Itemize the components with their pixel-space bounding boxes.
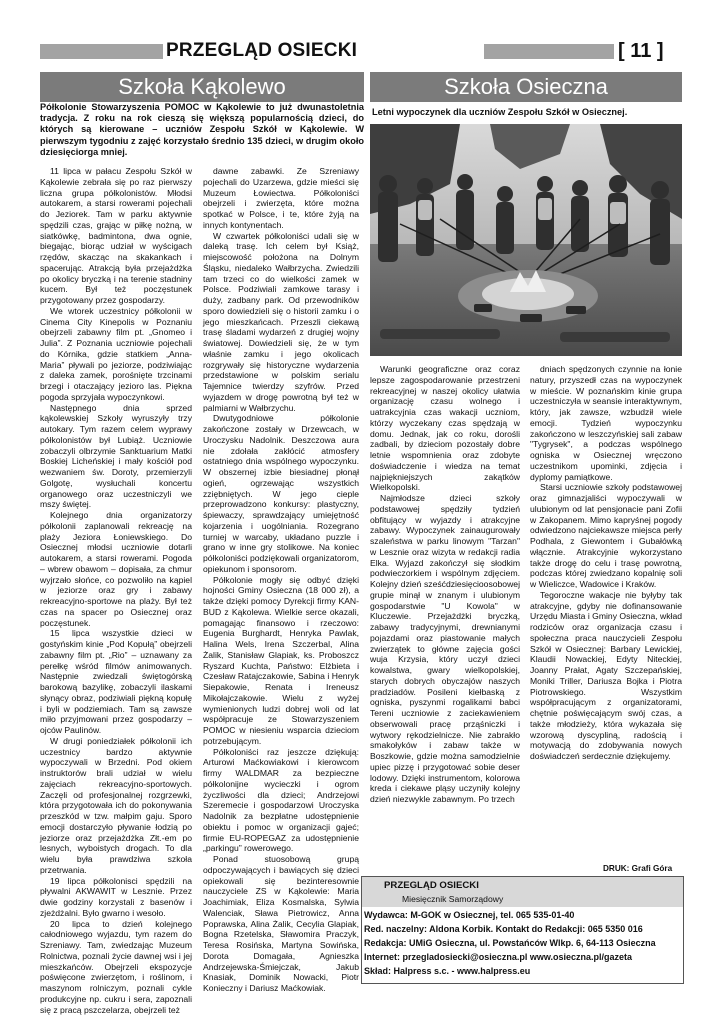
imprint-editor: Red. naczelny: Aldona Korbik. Kontakt do Redakcji: 065 5350 016 xyxy=(364,924,643,934)
paragraph: Ponad stuosobową grupą odpoczywających i bawiących się dzieci opiekowali się bezinteresownie nauczyciele ZS w Kąkolewie: Maria Joachimiak, Eliza Kosmalska, Sylwia Walenciak, Sława Pietrowicz, Anna Poprawska, Alina Żalik, Cecylia Glapiak, Bogna Rzetelska, Sławomira Praczyk, Teresa Rosińska, Martyna Sowińska, Dorota Domagała, Agnieszka Andrzejewska-Śmiejczak, Jakub Knasiak, Dominik Nowacki, Piotr Konieczny i Dariusz Maćkowiak. xyxy=(203,854,359,993)
page-number: [ 11 ] xyxy=(618,40,664,62)
imprint-subtitle: Miesięcznik Samorządowy xyxy=(402,894,504,904)
article-column-1 xyxy=(40,166,192,1015)
paragraph: Starsi uczniowie szkoły podstawowej oraz gimnazjaliści wypoczywali w ulubionym od lat pensjonacie pani Zofii w Zakopanem. Mimo kapryśnej pogody odwiedzono najciekawsze miejsca perły Podhala, z Giewontem i Gubałówką włącznie. Atrakcyjnie wykorzystano także drogę do celu i trasę powrotną, podczas której zwiedzano kopalnię soli w Wieliczce, Wadowice i Kraków. xyxy=(530,482,682,589)
paragraph: dniach spędzonych czynnie na łonie natury, przyszedł czas na wypoczynek w mieście. W poznańskim kinie grupa uczestniczyła w seansie interaktywnym, który, jak zawsze, wzbudził wiele emocji. Tydzień wypoczynku zakończono w leszczyńskiej sali zabaw "Tygrysek", a podczas wspólnego ogniska w Osiecznej wręczono uczestnikom upominki, zdjęcia i dyplomy pamiątkowe. xyxy=(530,364,682,482)
newspaper-title: PRZEGLĄD OSIECKI xyxy=(166,40,358,61)
paragraph: Następnego dnia sprzed kąkolewskiej Szkoły wyruszyły trzy autokary. Tym razem celem wyprawy półkolonistów był Lubiąż. Uczniowie zobaczyli olbrzymie Sanktuarium Matki Boskiej Licheńskiej i mały kościół pod wezwaniem św. Doroty, przemierzyli Golgotę, wysłuchali koncertu organowego oraz uczestniczyli we mszy świętej. xyxy=(40,402,192,510)
imprint-internet: Internet: przegladosiecki@osieczna.pl www.osieczna.pl/gazeta xyxy=(364,952,633,962)
paragraph: 11 lipca w pałacu Zespołu Szkół w Kąkolewie zebrała się po raz pierwszy liczna grupa półkolonistów. Młodsi autokarem, a starsi rowerami pojechali do Jeziorek. Tam w parku aktywnie spędzili czas, grając w piłkę nożną, w siatkówkę, badmintona, dwa ognie, biegając, biorąc udział w wyścigach rzędów, skacząc na skakankach i spacerując. Atrakcją była przejażdżka po okolicy bryczką i na terenie stadniny kucem. Był też poczęstunek przygotowany przez gospodarzy. xyxy=(40,166,192,305)
paragraph: 15 lipca wszystkie dzieci w gostyńskim kinie „Pod Kopułą” obejrzeli zabawny film pt. „Rio” – uznawany za perełkę wśród filmów animowanych. Następnie zwiedzali świętogórską barokową bazylikę, zobaczyli ilaskami słynący obraz, podziwiali piękną kopułę i byli w podziemiach. Tam są zawsze miło przyjmowani przez gospodarzy – ojców Paulinów. xyxy=(40,628,192,735)
paragraph: 20 lipca to dzień kolejnego całodniowego wyjazdu, tym razem do Szreniawy. Tam, zwiedzając Muzeum Rolnictwa, poznali życie dawnej wsi i jej mieszkańców. Obejrzeli ekspozycje poświęcone zwierzętom, i roślinom, i maszynom rolniczym, poznali cykle produkcyjne np. cukru i sera, zapoznali się z pracą pszczelarza, obejrzeli też xyxy=(40,918,192,1015)
article-column-4 xyxy=(530,364,682,844)
article-column-3 xyxy=(370,364,520,860)
paragraph: Kolejnego dnia organizatorzy półkolonii zaplanowali rekreację na plaży Jeziora Łoniewskiego. Do Osiecznej młodsi uczniowie dotarli autokarem, a starsi rowerami. Pogoda – wbrew obawom – dopisała, za chmur wyjrzało słońce, co pozwoliło na kąpiel w jeziorze oraz gry i zabawy rekreacyjno-sportowe na plaży. Był też czas na spacer po Osiecznej oraz poczęstunek. xyxy=(40,510,192,628)
paragraph: Warunki geograficzne oraz coraz lepsze zagospodarowanie przestrzeni rekreacyjnej w naszej okolicy ułatwia organizację czasu wolnego i uatrakcyjnia czas wakacji uczniom, którzy wyczekany czas spędzają w domu. Jednak, jak co roku, dorośli zadbali, by dzieciom pozostały dobre letnie wspomnienia oraz zdobyte doświadczenie i wiedza na temat najpiękniejszych zakątków Wielkopolski. xyxy=(370,364,520,493)
header-bar-right xyxy=(484,44,614,59)
photo-caption: Letni wypoczynek dla uczniów Zespołu Szkół w Osiecznej. xyxy=(372,107,628,117)
article-column-2 xyxy=(203,166,359,993)
paragraph: Dwutygodniowe półkolonie zakończone zostały w Drzewcach, w Uroczysku Nadolnik. Deszczowa aura nie zdołała zakłócić atmosfery ostatniego dnia wspólnego wypoczynku. W obszernej izbie biesiadnej płonął ogień, ogrzewając wszystkich zziębniętych. W jego cieple przeprowadzono konkursy: plastyczny, śpiewaczy, sprawdzający umiejętność kojarzenia i uogólniania. Rozegrano turniej w warcaby, układano puzzle i grano w inne gry stolikowe. Na koniec półkoloniści podziękowali organizatorom, opiekunom i sponsorom. xyxy=(203,413,359,574)
header-bar-left xyxy=(40,44,163,59)
article-lead: Półkolonie Stowarzyszenia POMOC w Kąkolewie to już dwunastoletnia tradycja. Z roku na rok cieszą się większą popularnością dzieci, do których są kierowane – uczniów Zespołu Szkół w Kąkolewie. W pierwszym tygodniu z zajęć korzystało średnio 135 dzieci, w drugim około dziesięciorga mniej. xyxy=(40,102,364,157)
paragraph: We wtorek uczestnicy półkolonii w Cinema City Kinepolis w Poznaniu obejrzeli zabawny film pt. „Gnomeo i Julia”. Z Poznania uczniowie pojechali do Kórnika, gdzie statkiem „Anna-Maria” pływali po jeziorze, podziwiając z daleka zamek, porośnięte trzcinami brzegi i otaczający jezioro las. Piękna pogoda sprzyjała wypoczynkowi. xyxy=(40,305,192,402)
paragraph: W czwartek półkoloniści udali się w daleką trasę. Ich celem był Książ, miejscowość położona na Dolnym Śląsku, niedaleko Wałbrzycha. Zwiedzili tam trzeci co do wielkości zamek w Polsce. Podziwiali zamkowe tarasy i duży, zadbany park. Od przewodników sporo dowiedzieli się o historii zamku i o jego mieszkańcach. Przeszli ciekawą trasę śladami wydarzeń z drugiej wojny światowej. Dowiedzieli się, że w tym właśnie zamku i jego okolicach rozgrywały się historyczne wydarzenia przedstawione w polskim serialu Tajemnice twierdzy szyfrów. Przed wyjazdem w drogę powrotną był też w palmiarni w Wałbrzychu. xyxy=(203,230,359,413)
paragraph: 19 lipca półkolonisci spędzili na pływalni AKWAWIT w Lesznie. Przez dwie godziny korzystali z basenów i zjeżdżalni. Było gwarno i wesoło. xyxy=(40,875,192,918)
imprint-typesetting: Skład: Halpress s.c. - www.halpress.eu xyxy=(364,966,531,976)
section-banner-osieczna: Szkoła Osieczna xyxy=(370,72,682,102)
paragraph: dawne zabawki. Ze Szreniawy pojechali do Uzarzewa, gdzie mieści się Muzeum Łowiectwa. Półkoloniści obejrzeli i zwierzęta, które można spotkać w Polsce, i te, które żyją na innych kontynentach. xyxy=(203,166,359,230)
paragraph: Półkoloniści raz jeszcze dziękują: Arturowi Maćkowiakowi i kierowcom firmy WALDMAR za bezpieczne półkolonijne wycieczki i ogrom życzliwości dla dzieci; Andrzejowi Szeremecie i gospodarzowi Uroczyska Nadolnik za bezpłatne udostępnienie obiektu i pomoc w organizacji gąjeć; firmie EU-ROPEGAZ za udostępnienie „parkingu” rowerowego. xyxy=(203,746,359,854)
print-credit: DRUK: Grafi Góra xyxy=(603,864,673,873)
campfire-photo-illustration xyxy=(370,124,682,356)
imprint-address: Redakcja: UMiG Osieczna, ul. Powstańców Wlkp. 6, 64-113 Osieczna xyxy=(364,938,656,948)
paragraph: Najmłodsze dzieci szkoły podstawowej spędziły tydzień obfitujący w wyjazdy i atrakcyjne zabawy. Wypoczynek zainaugurowały szaleństwa w parku linowym "Tarzan" w Lesznie oraz wizyta w redakcji radia Elka. Wyjazd zakończył się słodkim podwieczorkiem i wspólnym zdjęciem. Kolejny dzień sześćdziesięcioosobowej grupie minął w znanym i ulubionym gospodarstwie "U Kowola" w Kluczewie. Przejażdżki bryczką, zabawy tradycyjnymi, drewnianymi pojazdami oraz piastowanie małych zwierzątek to główne zajęcia gości wuja Krzysia, który uczył dzieci kowalstwa, gwary wielkopolskiej, starych dobrych obyczajów naszych pradziadów. Posileni kiełbaską z ogniska, pyszynmi rogalikami babci Tereni uczniowie z zaciekawieniem obserwowali pracę prząśniczki i wytwory rękodzielnicze. Nie zabrakło smakołyków i zabaw także w Boszkowie, gdzie można samodzielnie upiec pizzę i przygotować sobie deser lodowy. Dzięki instrumentom, kolorowa kreda i ciekawe pląsy uczyniły kolejny dzień niezwykle zabawnym. Po trzech xyxy=(370,493,520,804)
paragraph: W drugi poniedziałek półkolonii ich uczestnicy bardzo aktywnie wypoczywali w Brzedni. Pod okiem instruktorów brali udział w wielu zajęciach rekreacyjno-sportowych. Zaczęli od profesjonalnej rozgrzewki, która przygotowała ich do pokonywania przeszkód w tzw. małpim gaju. Sporo emocji dostarczyło pływanie łodzią po jeziorze oraz przejażdżka Złt.-em po lesnych, wyboistych drogach. To dla wielu była prawdziwa szkoła przetrwania. xyxy=(40,735,192,875)
section-banner-kakolewo: Szkoła Kąkolewo xyxy=(40,72,364,102)
paragraph: Półkolonie mogły się odbyć dzięki hojności Gminy Osieczna (18 000 zł), a także dzięki pomocy Dyrekcji firmy KAN-BUD z Kąkolewa. Wielkie serce okazali, pomagając finansowo i rzeczowo: Eugenia Burghardt, Henryka Pawlak, Halina Wels, Irena Szczerbal, Alina Żalik, Stanisław Glapiak, ks. Proboszcz Ryszard Kuchta, Państwo: Elżbieta i Czesław Ratajczakowie, Sabina i Henryk Siepakowie, Renata i Ireneusz Mikołajczakowie. Wielu z wyżej wymienionych ludzi dobrej woli od lat współpracuje ze Stowarzyszeniem POMOC w niesieniu wsparcia dzieciom potrzebującym. xyxy=(203,574,359,746)
campfire-photo xyxy=(370,124,682,356)
imprint-title: PRZEGLĄD OSIECKI xyxy=(384,880,479,891)
imprint-publisher: Wydawca: M-GOK w Osiecznej, tel. 065 535-01-40 xyxy=(364,910,575,920)
paragraph: Tegoroczne wakacje nie byłyby tak atrakcyjne, gdyby nie dofinansowanie Urzędu Miasta i Gminy Osieczna, wkład rodziców oraz organizacja czasu i społeczna praca nauczycieli Zespołu Szkół w Osiecznej: Barbary Lewickiej, Klaudii Nowackiej, Edyty Niteckiej, Joanny Prałat, Agaty Szczepańskiej, Moniki Triller, Dariusza Bojka i Piotra Piotrowskiego. Wszystkim współpracującym z organizatorami, chętnie poświęcającym swój czas, a także młodzieży, która wykazała się wzorową dyscypliną, radością i motywacją do zdobywania nowych doświadczeń serdecznie dziękujemy. xyxy=(530,589,682,761)
